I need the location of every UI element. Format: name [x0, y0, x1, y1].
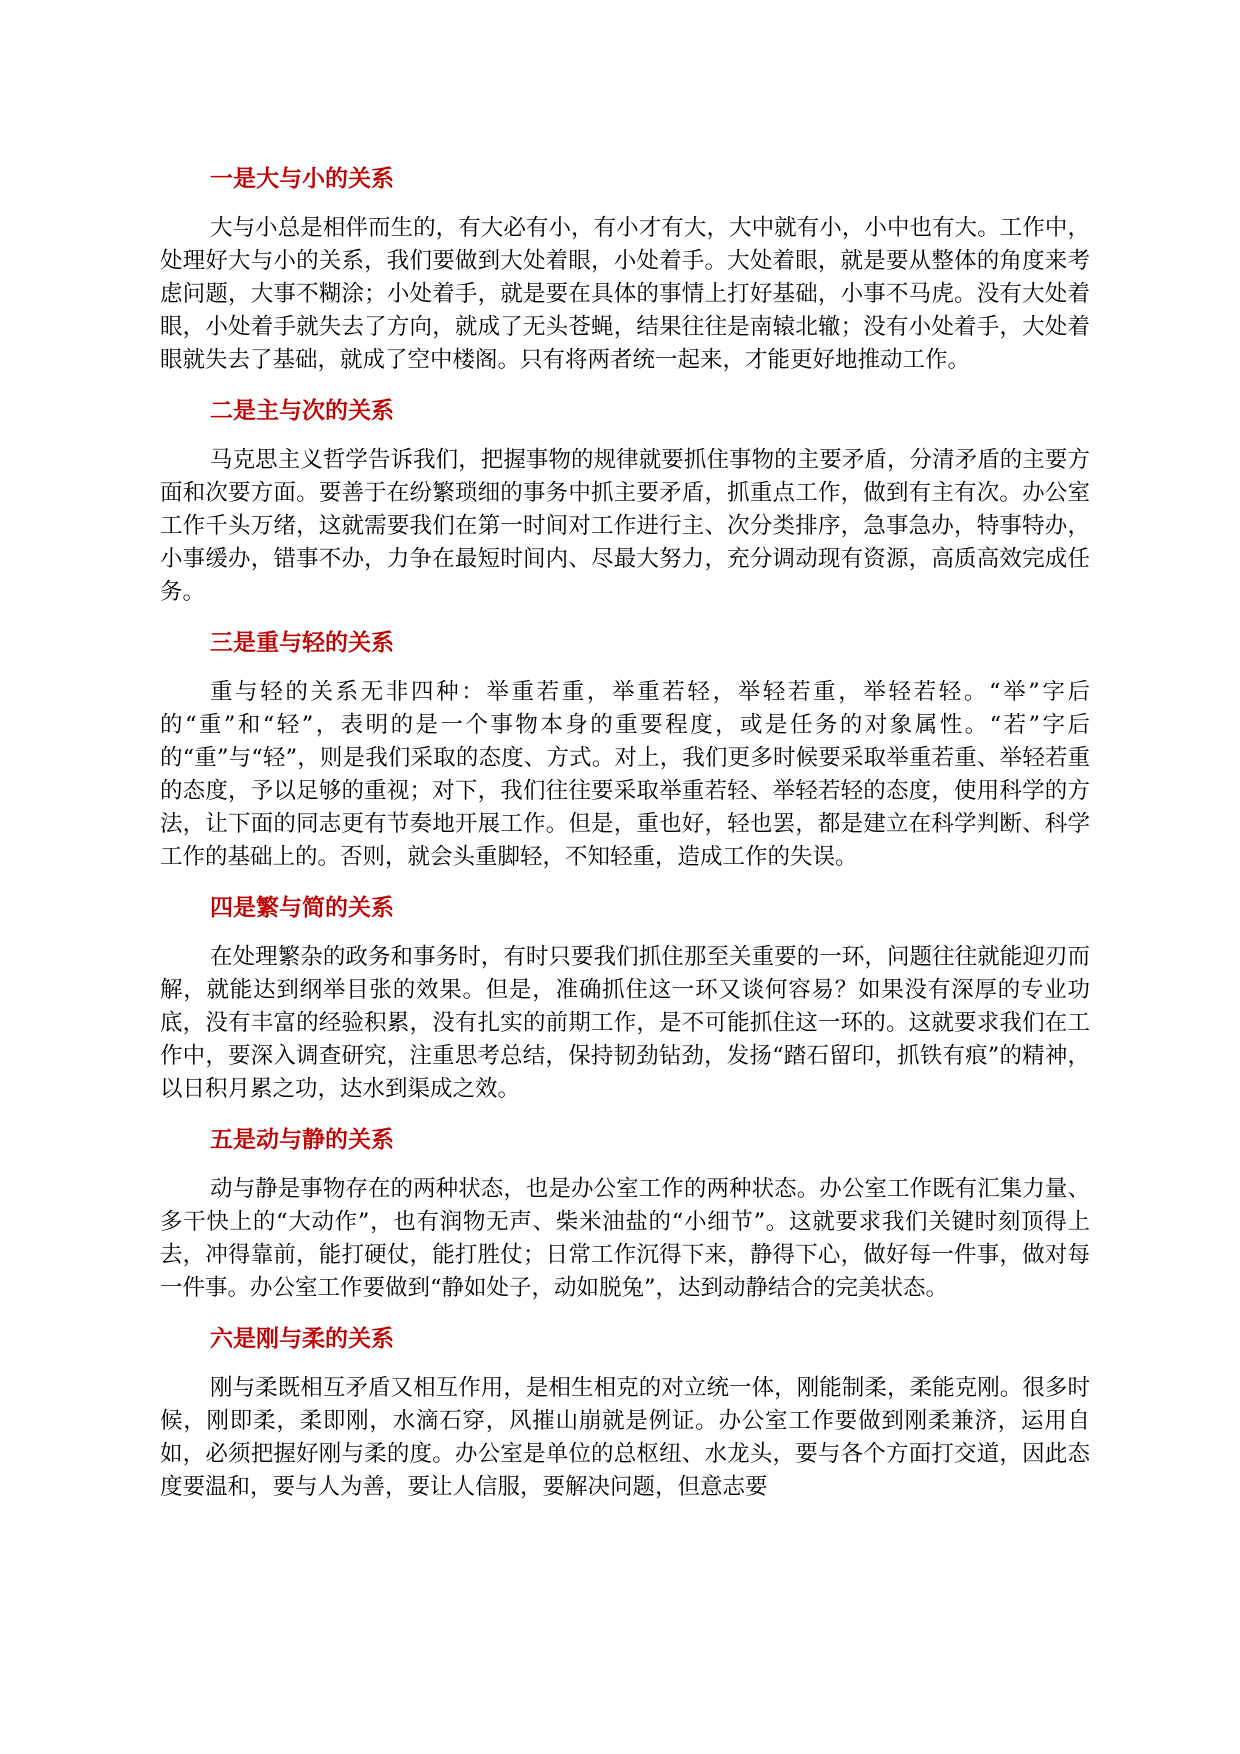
section-paragraph: 在处理繁杂的政务和事务时，有时只要我们抓住那至关重要的一环，问题往往就能迎刃而解，就能达到纲举目张的效果。但是，准确抓住这一环又谈何容易？如果没有深厚的专业功底，没有丰富的经验积累，没有扎实的前期工作，是不可能抓住这一环的。这就要求我们在工作中，要深入调查研究，注重思考总结，保持韧劲钻劲，发扬“踏石留印，抓铁有痕”的精神，以日积月累之功，达水到渠成之效。 [160, 944, 1090, 1102]
section-heading: 四是繁与简的关系 [210, 894, 394, 921]
section-heading: 三是重与轻的关系 [210, 629, 394, 656]
section-heading: 二是主与次的关系 [210, 397, 394, 424]
section-heading: 一是大与小的关系 [210, 165, 394, 192]
section-paragraph: 大与小总是相伴而生的，有大必有小，有小才有大，大中就有小，小中也有大。工作中，处理好大与小的关系，我们要做到大处着眼，小处着手。大处着眼，就是要从整体的角度来考虑问题，大事不糊涂；小处着手，就是要在具体的事情上打好基础，小事不马虎。没有大处着眼，小处着手就失去了方向，就成了无头苍蝇，结果往往是南辕北辙；没有小处着手，大处着眼就失去了基础，就成了空中楼阁。只有将两者统一起来，才能更好地推动工作。 [160, 215, 1090, 373]
section-paragraph: 动与静是事物存在的两种状态，也是办公室工作的两种状态。办公室工作既有汇集力量、多干快上的“大动作”，也有润物无声、柴米油盐的“小细节”。这就要求我们关键时刻顶得上去，冲得靠前，能打硬仗，能打胜仗；日常工作沉得下来，静得下心，做好每一件事，做对每一件事。办公室工作要做到“静如处子，动如脱兔”，达到动静结合的完美状态。 [160, 1176, 1090, 1301]
section-heading: 五是动与静的关系 [210, 1126, 394, 1153]
document-body [160, 162, 1090, 1521]
section-paragraph: 重与轻的关系无非四种：举重若重，举重若轻，举轻若重，举轻若轻。“举”字后的“重”和“轻”，表明的是一个事物本身的重要程度，或是任务的对象属性。“若”字后的“重”与“轻”，则是我们采取的态度、方式。对上，我们更多时候要采取举重若重、举轻若重的态度，予以足够的重视；对下，我们往往要采取举重若轻、举轻若轻的态度，使用科学的方法，让下面的同志更有节奏地开展工作。但是，重也好，轻也罢，都是建立在科学判断、科学工作的基础上的。否则，就会头重脚轻，不知轻重，造成工作的失误。 [160, 679, 1090, 870]
section-paragraph: 马克思主义哲学告诉我们，把握事物的规律就要抓住事物的主要矛盾，分清矛盾的主要方面和次要方面。要善于在纷繁琐细的事务中抓主要矛盾，抓重点工作，做到有主有次。办公室工作千头万绪，这就需要我们在第一时间对工作进行主、次分类排序，急事急办，特事特办，小事缓办，错事不办，力争在最短时间内、尽最大努力，充分调动现有资源，高质高效完成任务。 [160, 447, 1090, 605]
section-paragraph: 刚与柔既相互矛盾又相互作用，是相生相克的对立统一体，刚能制柔，柔能克刚。很多时候，刚即柔，柔即刚，水滴石穿，风摧山崩就是例证。办公室工作要做到刚柔兼济，运用自如，必须把握好刚与柔的度。办公室是单位的总枢纽、水龙头，要与各个方面打交道，因此态度要温和，要与人为善，要让人信服，要解决问题，但意志要 [160, 1375, 1090, 1500]
section-heading: 六是刚与柔的关系 [210, 1325, 394, 1352]
